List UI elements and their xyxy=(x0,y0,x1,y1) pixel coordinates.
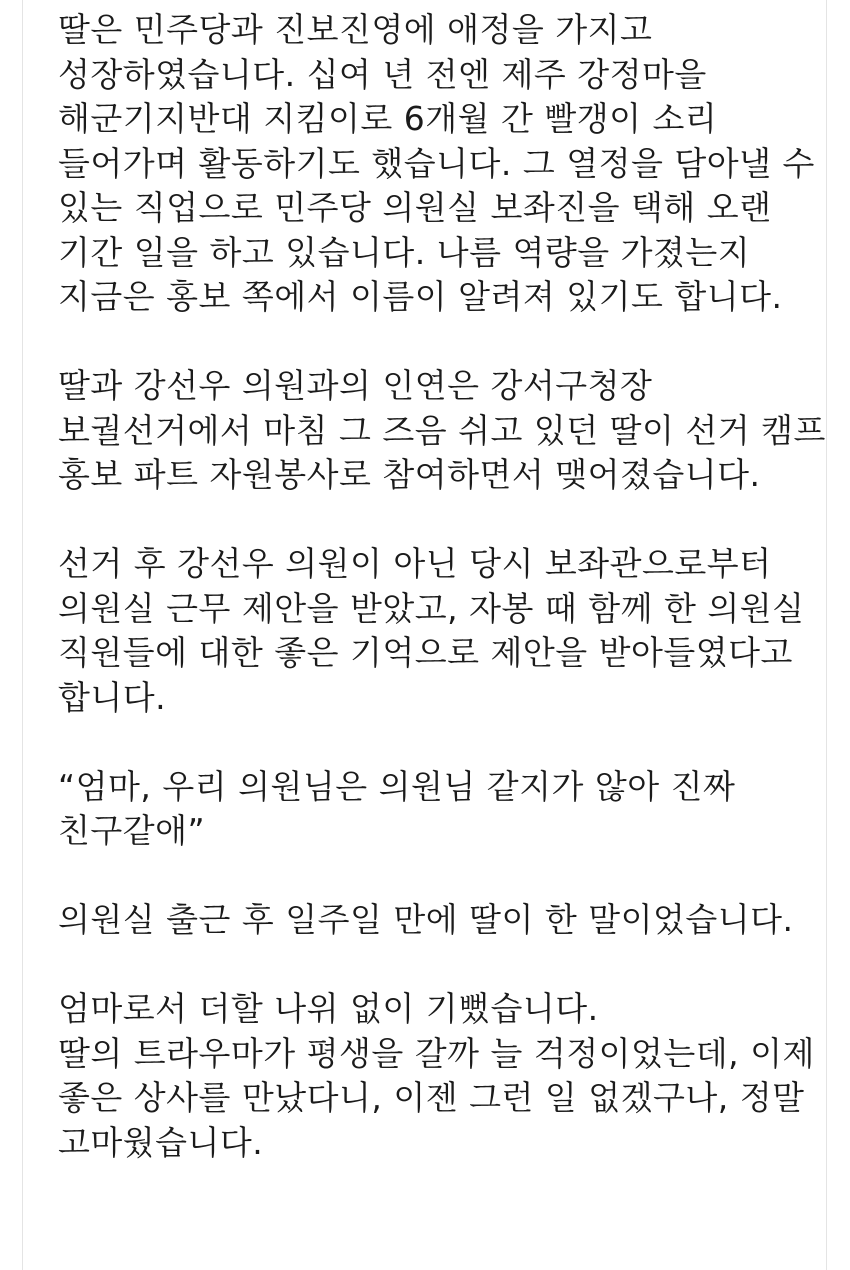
text-line: 의원실 근무 제안을 받았고, 자봉 때 함께 한 의원실 xyxy=(58,588,805,628)
paragraph-5 xyxy=(58,898,828,943)
text-line: 친구같애” xyxy=(58,811,206,850)
text-line: 딸은 민주당과 진보진영에 애정을 가지고 xyxy=(58,10,653,49)
paragraph-1 xyxy=(58,8,828,320)
text-line: 고마웠습니다. xyxy=(58,1122,264,1162)
quote-paragraph xyxy=(58,765,828,854)
text-line: 있는 직업으로 민주당 의원실 보좌진을 택해 오랜 xyxy=(58,188,772,227)
text-line: 좋은 상사를 만났다니, 이젠 그런 일 없겠구나, 정말 xyxy=(58,1078,805,1117)
text-line: 홍보 파트 자원봉사로 참여하면서 맺어졌습니다. xyxy=(58,455,761,494)
text-line: 들어가며 활동하기도 했습니다. 그 열정을 담아낼 수 xyxy=(58,143,815,183)
paragraph-6 xyxy=(58,987,828,1165)
left-border xyxy=(22,0,23,1270)
text-line: 직원들에 대한 좋은 기억으로 제안을 받아들였다고 xyxy=(58,633,793,672)
text-line: 성장하였습니다. 십여 년 전엔 제주 강정마을 xyxy=(58,54,707,94)
text-line: 기간 일을 하고 있습니다. 나름 역량을 가졌는지 xyxy=(58,232,751,272)
text-line: 엄마로서 더할 나위 없이 기뻤습니다. xyxy=(58,989,599,1028)
text-line: 딸의 트라우마가 평생을 갈까 늘 걱정이었는데, 이제 xyxy=(58,1033,815,1073)
text-line: 보궐선거에서 마침 그 즈음 쉬고 있던 딸이 선거 캠프 xyxy=(58,410,826,450)
article-text xyxy=(58,8,828,1165)
text-line: 의원실 출근 후 일주일 만에 딸이 한 말이었습니다. xyxy=(58,900,794,939)
text-line: 선거 후 강선우 의원이 아닌 당시 보좌관으로부터 xyxy=(58,544,772,583)
text-line: 지금은 홍보 쪽에서 이름이 알려져 있기도 합니다. xyxy=(58,277,783,316)
text-line: 합니다. xyxy=(58,677,167,717)
text-line: 딸과 강선우 의원과의 인연은 강서구청장 xyxy=(58,366,653,405)
text-line: 해군기지반대 지킴이로 6개월 간 빨갱이 소리 xyxy=(58,99,718,138)
paragraph-2 xyxy=(58,364,828,498)
text-line: “엄마, 우리 의원님은 의원님 같지가 않아 진짜 xyxy=(58,766,736,806)
paragraph-3 xyxy=(58,542,828,720)
